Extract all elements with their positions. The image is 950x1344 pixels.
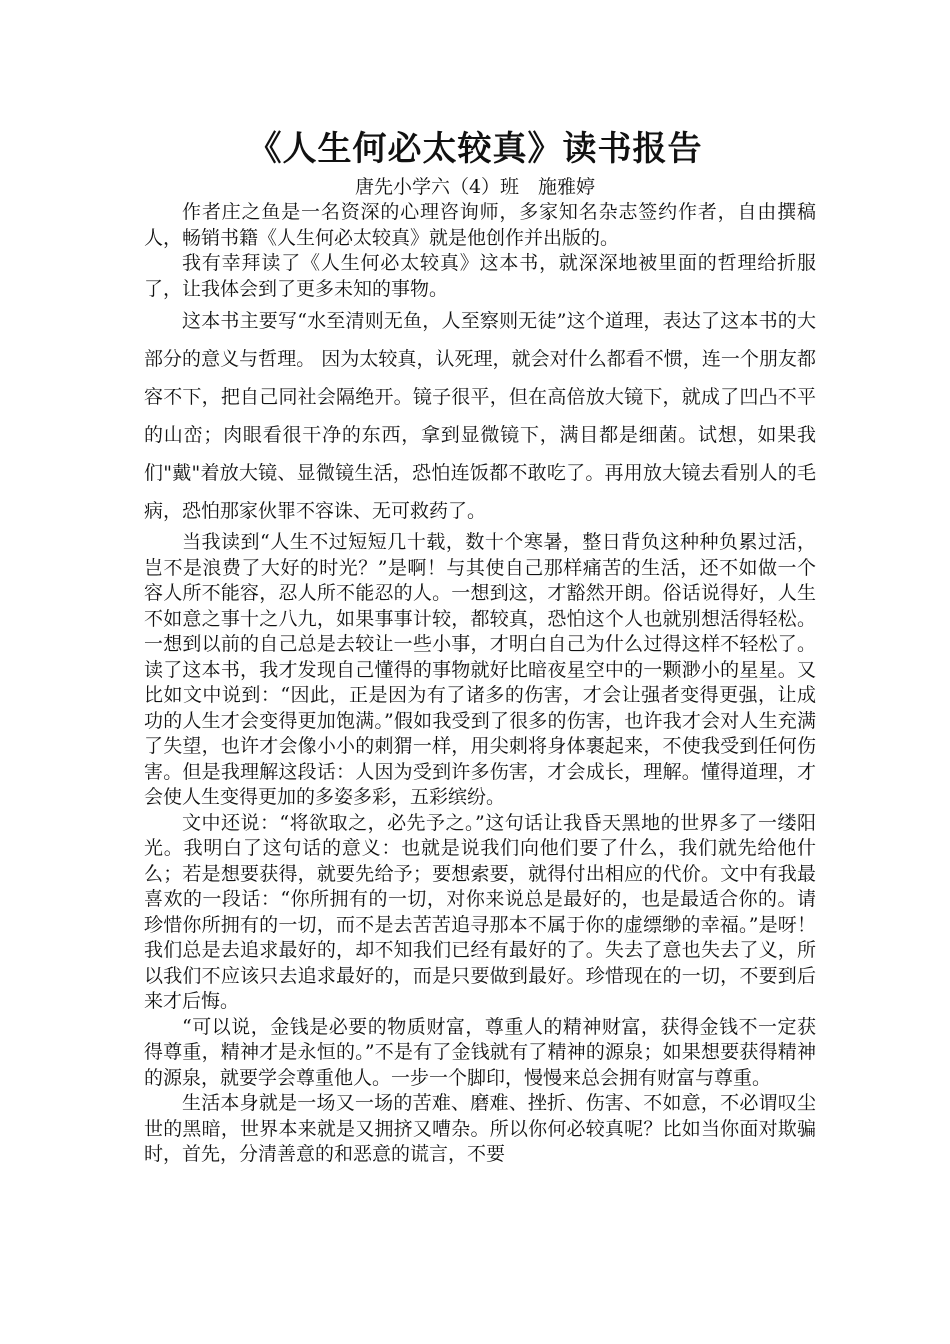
paragraph-author-intro: 作者庄之鱼是一名资深的心理咨询师，多家知名杂志签约作者，自由撰稿人，畅销书籍《人生何必太较真》就是他创作并出版的。 [144, 201, 816, 249]
paragraph-life-hardship: 生活本身就是一场又一场的苦难、磨难、挫折、伤害、不如意，不必谓叹尘世的黑暗，世界本来就是又拥挤又嘈杂。所以你何必较真呢？比如当你面对欺骗时，首先，分清善意的和恶意的谎言，不要 [144, 1092, 816, 1165]
paragraph-life-reflection: 当我读到“人生不过短短几十载，数十个寒暑，整日背负这种种负累过活，岂不是浪费了大好的时光？”是啊！与其使自己那样痛苦的生活，还不如做一个容人所不能容，忍人所不能忍的人。一想到这，才豁然开朗。俗话说得好，人生不如意之事十之八九，如果事事计较，都较真，恐怕这个人也就别想活得轻松。一想到以前的自己总是去较让一些小事，才明白自己为什么过得这样不轻松了。读了这本书，我才发现自己懂得的事物就好比暗夜星空中的一颗渺小的星星。又比如文中说到：“因此，正是因为有了诸多的伤害，才会让强者变得更强，让成功的人生才会变得更加饱满。”假如我受到了很多的伤害，也许我才会对人生充满了失望，也许才会像小小的刺猬一样，用尖刺将身体裹起来，不使我受到任何伤害。但是我理解这段话：人因为受到许多伤害，才会成长，理解。懂得道理，才会使人生变得更加的多姿多彩，五彩缤纷。 [144, 531, 816, 808]
author-byline: 唐先小学六（4）班 施雅婷 [354, 176, 596, 198]
document-title: 《人生何必太较真》读书报告 [247, 129, 703, 169]
paragraph-money-and-respect: “可以说，金钱是必要的物质财富，尊重人的精神财富，获得金钱不一定获得尊重，精神才是永恒的。”不是有了金钱就有了精神的源泉；如果想要获得精神的源泉，就要学会尊重他人。一步一个脚印，慢慢来总会拥有财富与尊重。 [144, 1015, 816, 1089]
paragraph-give-and-take: 文中还说：“将欲取之，必先予之。”这句话让我昏天黑地的世界多了一缕阳光。我明白了这句话的意义：也就是说我们向他们要了什么，我们就先给他什么；若是想要获得，就要先给予；要想索要，就得付出相应的代价。文中有我最喜欢的一段话：“你所拥有的一切，对你来说总是最好的，也是最适合你的。请珍惜你所拥有的一切，而不是去苦苦追寻那本不属于你的虚缥缈的幸福。”是呀！我们总是去追求最好的，却不知我们已经有最好的了。失去了意也失去了义，所以我们不应该只去追求最好的，而是只要做到最好。珍惜现在的一切，不要到后来才后悔。 [144, 811, 816, 1012]
paragraph-main-idea: 这本书主要写“水至清则无鱼，人至察则无徒”这个道理，表达了这本书的大部分的意义与哲理。 因为太较真，认死理，就会对什么都看不惯，连一个朋友都容不下，把自己同社会隔绝开。镜子很平，但在高倍放大镜下，就成了凹凸不平的山峦；肉眼看很干净的东西，拿到显微镜下，满目都是细菌。试想，如果我们"戴"着放大镜、显微镜生活，恐怕连饭都不敢吃了。再用放大镜去看别人的毛病，恐怕那家伙罪不容诛、无可救药了。 [144, 310, 816, 522]
document-body [144, 200, 816, 1168]
paragraph-reading-impression: 我有幸拜读了《人生何必太较真》这本书，就深深地被里面的哲理给折服了，让我体会到了更多未知的事物。 [144, 252, 816, 300]
